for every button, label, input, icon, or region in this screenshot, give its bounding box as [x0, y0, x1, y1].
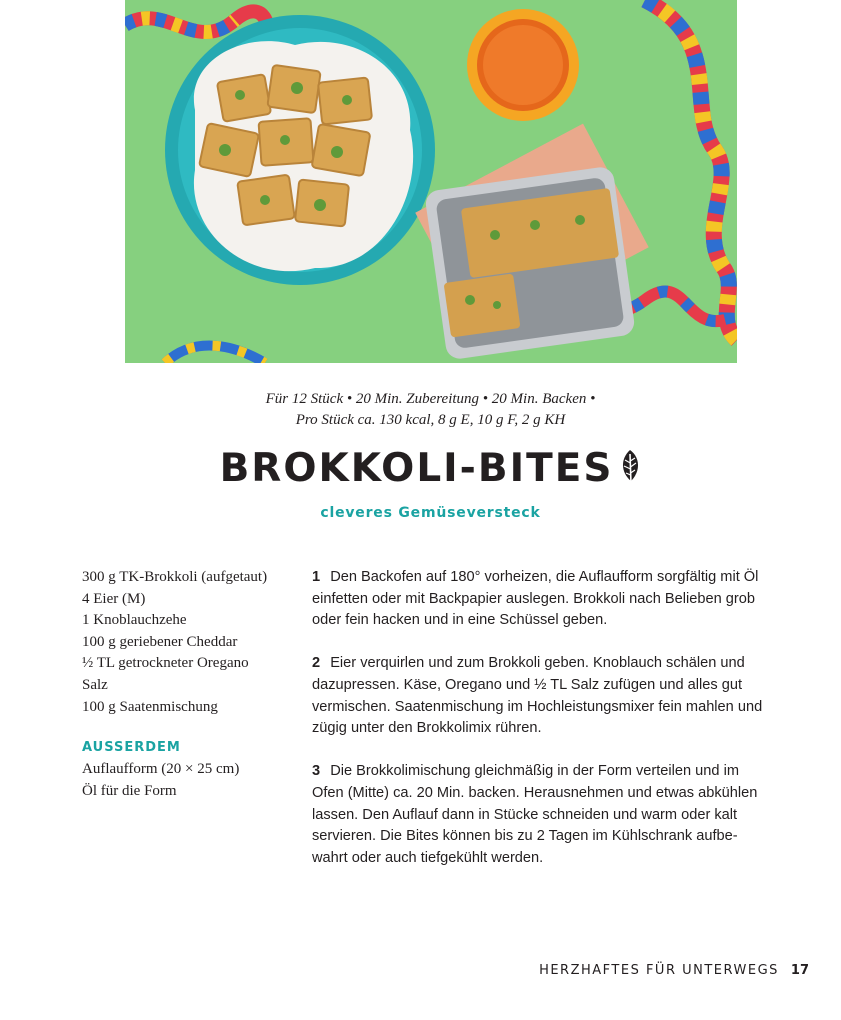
- recipe-title: BROKKOLI-BITES: [219, 446, 614, 491]
- instruction-step: [312, 653, 767, 739]
- extra-heading: AUSSERDEM: [82, 740, 181, 756]
- step-text: Die Brokkolimischung gleichmäßig in der Form verteilen und im Ofen (Mitte) ca. 20 Min. backen. Herausnehmen und etwas abkühlen lassen. Den Auflauf dann in Stücke schneiden und warm oder kalt servieren. Die Bites können bis zu 2 Tagen im Kühlschrank aufbe-wahrt oder auch tiefgekühlt werden.: [312, 763, 758, 866]
- step-number: 2: [312, 655, 321, 672]
- instruction-step: [312, 567, 767, 632]
- ingredient-item: 100 g geriebener Cheddar: [82, 633, 238, 650]
- ingredient-item: ½ TL getrockneter Oregano: [82, 655, 249, 672]
- instructions: [312, 567, 767, 891]
- recipe-title-row: [0, 444, 841, 494]
- recipe-meta: [0, 389, 841, 431]
- leaf-icon: [619, 449, 641, 485]
- ingredients-list: [82, 567, 297, 802]
- extra-item: Auflaufform (20 × 25 cm): [82, 761, 240, 778]
- extra-item: Öl für die Form: [82, 782, 177, 799]
- running-section-title: HERZHAFTES FÜR UNTERWEGS: [539, 963, 779, 978]
- step-text: Eier verquirlen und zum Brokkoli geben. Knoblauch schälen und dazupressen. Käse, Oregano und ½ TL Salz zufügen und alles gut vermischen. Saatenmischung im Hochleistungsmixer fein mahlen und zügig unter den Brokkolimix rühren.: [312, 655, 763, 737]
- step-number: 1: [312, 569, 321, 585]
- page-footer: [539, 963, 809, 978]
- instruction-step: [312, 761, 767, 869]
- recipe-photo-illustration: [125, 0, 737, 363]
- page-number: 17: [790, 963, 809, 978]
- recipe-meta-line-2: Pro Stück ca. 130 kcal, 8 g E, 10 g F, 2 g KH: [295, 412, 566, 428]
- ingredient-item: Salz: [82, 676, 108, 693]
- ingredient-item: 100 g Saatenmischung: [82, 698, 218, 715]
- recipe-subtitle: cleveres Gemüseversteck: [320, 505, 541, 521]
- ingredient-item: 1 Knoblauchzehe: [82, 612, 187, 629]
- step-text: Den Backofen auf 180° vorheizen, die Auflaufform sorgfältig mit Öl einfetten oder mit Backpapier auslegen. Brokkoli nach Belieben grob oder fein hacken und in eine Schüssel geben.: [312, 569, 759, 629]
- step-number: 3: [312, 763, 321, 780]
- ingredient-item: 4 Eier (M): [82, 590, 146, 607]
- recipe-meta-line-1: Für 12 Stück • 20 Min. Zubereitung • 20 Min. Backen •: [265, 391, 596, 407]
- ingredient-item: 300 g TK-Brokkoli (aufgetaut): [82, 569, 268, 585]
- recipe-photo: [125, 0, 737, 363]
